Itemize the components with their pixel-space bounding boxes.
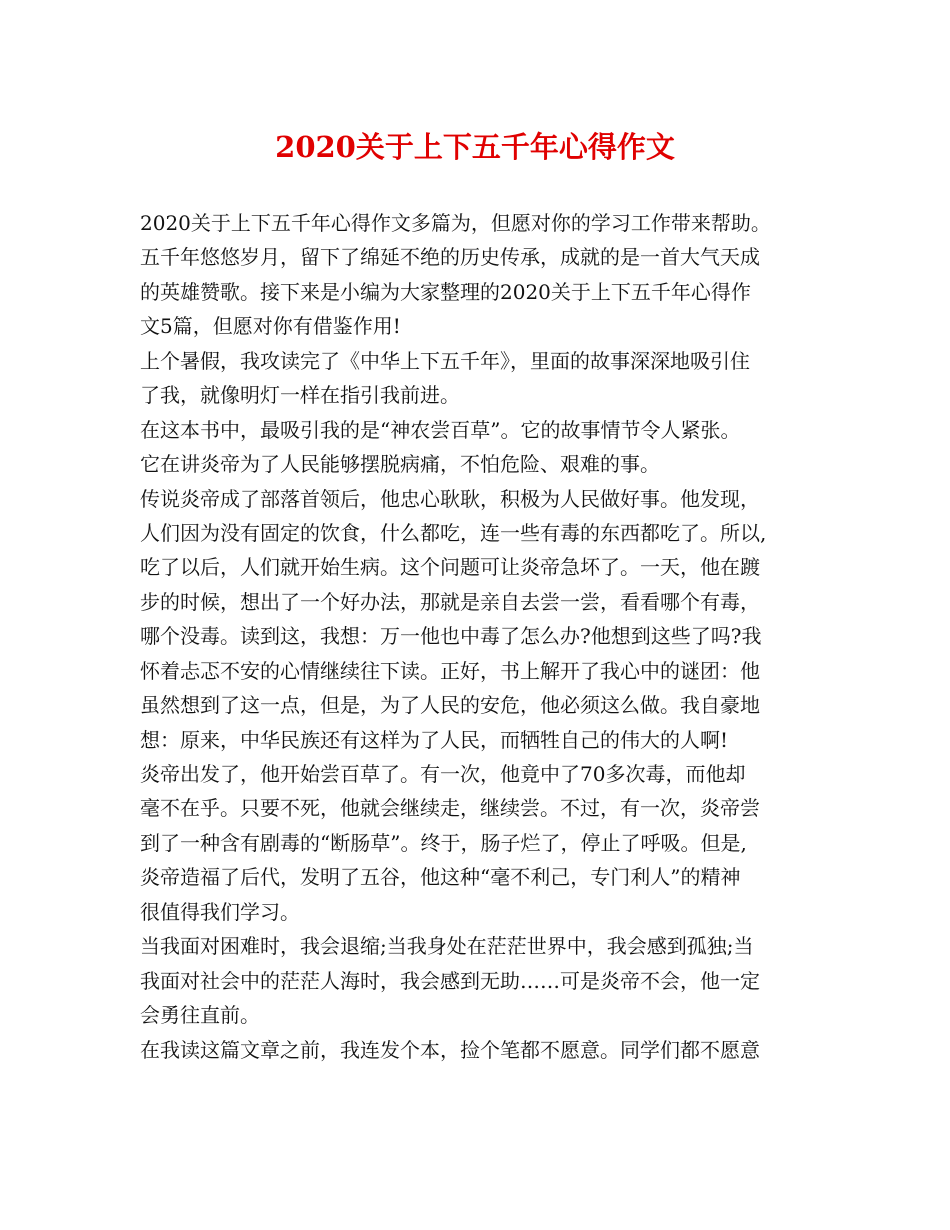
document-body [140,206,820,1067]
text-line: 传说炎帝成了部落首领后，他忠心耿耿，积极为人民做好事。他发现， [140,486,760,511]
text-line: 虽然想到了这一点，但是，为了人民的安危，他必须这么做。我自豪地 [140,693,760,718]
text-line: 会勇往直前。 [140,1003,260,1028]
text-line: 毫不在乎。只要不死，他就会继续走，继续尝。不过，有一次，炎帝尝 [140,796,760,821]
document-title: 2020关于上下五千年心得作文 [275,130,675,164]
text-line: 2020关于上下五千年心得作文多篇为，但愿对你的学习工作带来帮助。 [140,211,771,235]
text-line: 它在讲炎帝为了人民能够摆脱病痛，不怕危险、艰难的事。 [140,452,660,477]
text-line: 到了一种含有剧毒的“断肠草”。终于，肠子烂了，停止了呼吸。但是, [140,830,747,855]
text-line: 五千年悠悠岁月，留下了绵延不绝的历史传承，成就的是一首大气天成 [140,245,760,270]
text-line: 炎帝出发了，他开始尝百草了。有一次，他竟中了70多次毒，而他却 [140,762,746,786]
text-line: 哪个没毒。读到这，我想：万一他也中毒了怎么办?他想到这些了吗?我 [140,624,762,649]
text-line: 我面对社会中的茫茫人海时，我会感到无助……可是炎帝不会，他一定 [140,968,760,993]
text-line: 吃了以后，人们就开始生病。这个问题可让炎帝急坏了。一天，他在踱 [140,555,760,580]
text-line: 步的时候，想出了一个好办法，那就是亲自去尝一尝，看看哪个有毒， [140,589,760,614]
text-line: 的英雄赞歌。接下来是小编为大家整理的2020关于上下五千年心得作 [140,279,751,304]
text-line: 了我，就像明灯一样在指引我前进。 [140,383,460,408]
text-line: 当我面对困难时，我会退缩;当我身处在茫茫世界中，我会感到孤独;当 [140,934,754,959]
text-line: 文5篇，但愿对你有借鉴作用! [140,314,401,339]
text-line: 在这本书中，最吸引我的是“神农尝百草”。它的故事情节令人紧张。 [140,417,741,442]
text-line: 想：原来，中华民族还有这样为了人民，而牺牲自己的伟大的人啊! [140,727,729,752]
text-line: 怀着忐忑不安的心情继续往下读。正好，书上解开了我心中的谜团：他 [140,658,760,683]
text-line: 上个暑假，我攻读完了《中华上下五千年》，里面的故事深深地吸引住 [140,348,750,373]
text-line: 很值得我们学习。 [140,899,300,924]
text-line: 人们因为没有固定的饮食，什么都吃，连一些有毒的东西都吃了。所以, [140,520,767,545]
text-line: 在我读这篇文章之前，我连发个本，捡个笔都不愿意。同学们都不愿意 [140,1037,760,1062]
text-line: 炎帝造福了后代，发明了五谷，他这种“毫不利己，专门利人”的精神 [140,865,741,890]
